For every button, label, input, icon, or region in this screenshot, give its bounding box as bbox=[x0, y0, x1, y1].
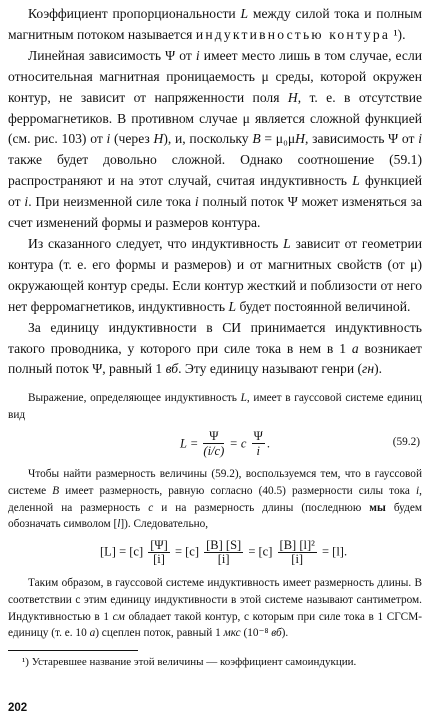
footnote: ¹) Устаревшее название этой величины — коэффициент самоиндукции. bbox=[22, 656, 357, 669]
paragraph-geometry: Из сказанного следует, что индуктивность L зависит от геометрии контура (т. е. его формы и размеров) и от магнитных свойств (от μ) окружающей контур среды. Если контур жесткий и поблизости от него нет ферромагнетиков, индуктивность L будет постоянной величиной. bbox=[8, 235, 422, 314]
paragraph-si-unit: За единицу индуктивности в СИ принимается индуктивность такого проводника, у которого при силе тока в нем в 1 а возникает полный поток Ψ, равный 1 вб. Эту единицу называют генри (гн). bbox=[8, 319, 422, 377]
page-number: 202 bbox=[8, 702, 28, 714]
fraction: $\frac{\Psi}{i}$ bbox=[253, 428, 263, 458]
equation-dimension: [L] = [c] $\frac{[\Psi]}{[i]}$ = [c] $\frac{[B] [S]}{[i]}$ = [c] $\frac{\text{[B] [l]²}}{[i]}$ = [l]. bbox=[100, 538, 348, 567]
text: Коэффициент пропорциональности bbox=[28, 6, 241, 21]
paragraph-gauss-intro: Выражение, определяющее индуктивность L, имеет в гауссовой системе единиц вид bbox=[8, 392, 422, 422]
paragraph-linear-dependence: Линейная зависимость Ψ от i имеет место лишь в том случае, если относительная магнитная проницаемость μ среды, которой окружен контур, не зависит от напряженности поля H, т. е. в отсутствие ферромагнетиков. В противном случае μ является сложной функцией (см. рис. 103) от i (через H), и, поскольку B = μ₀μH, зависимость Ψ от i также будет довольно сложной. Однако соотношение (59.1) распространяют и на этот случай, считая индуктивность L функцией от i. При неизменной силе тока i полный поток Ψ может изменяться за счет изменений формы и размеров контура. bbox=[8, 47, 423, 231]
footnote-ref: ¹). bbox=[390, 26, 406, 42]
eq-mid: = c bbox=[229, 436, 247, 451]
fraction: $\frac{[\Psi]}{[i]}$ bbox=[150, 538, 168, 567]
eq-lhs: L = bbox=[180, 436, 199, 451]
equation-59-2: L = $\frac{\Psi}{(i/c)} = c$ $\frac{\Psi}{i}$ . (59.2) bbox=[180, 428, 420, 458]
spaced-term: индуктивностью контура bbox=[195, 26, 391, 42]
fraction: $\frac{\text{[B] [l]²}}{[i]}$ bbox=[279, 538, 315, 567]
fraction: $\frac{\Psi}{(i/c)}$ bbox=[203, 428, 225, 458]
symbol: L bbox=[240, 6, 249, 21]
paragraph-cgs-unit: Таким образом, в гауссовой системе индуктивность имеет размерность длины. В соответствии с этим единицу индуктивности в этой системе называют сантиметром. Индуктивностью в 1 см обладает такой контур, с которым при силе тока в 1 СГСМ-единицу (т. е. 10 а) сцеплен поток, равный 1 мкс (10⁻⁸ вб). bbox=[8, 577, 422, 640]
text: между силой тока и полным магнитным потоком называется bbox=[8, 6, 422, 42]
equation-number: (59.2) bbox=[392, 435, 420, 448]
page bbox=[8, 4, 422, 670]
fraction: $\frac{[B] [S]}{[i]}$ bbox=[206, 538, 242, 567]
paragraph-definition bbox=[8, 4, 422, 46]
paragraph-dimension: Чтобы найти размерность величины (59.2), воспользуемся тем, что в гауссовой системе B имеет размерность, равную согласно (40.5) размерности силы тока i, деленной на размерность c и на размерность длины (последнюю мы будем обозначать символом [l]). Следовательно, bbox=[8, 467, 422, 531]
footnote-divider bbox=[8, 650, 138, 651]
